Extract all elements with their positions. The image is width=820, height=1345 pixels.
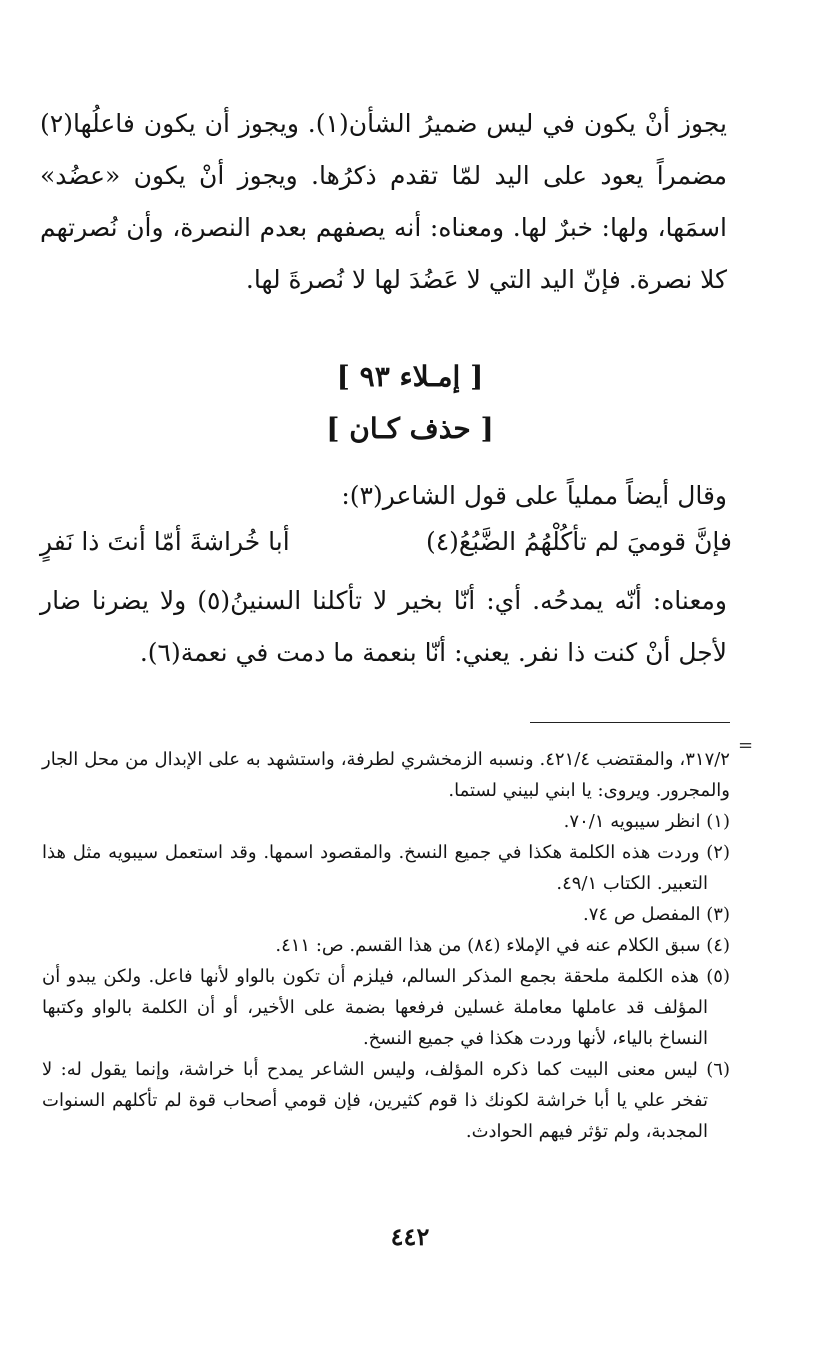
footnote-3: (٣) المفصل ص ٧٤. xyxy=(583,904,730,925)
footnote-5: (٥) هذه الكلمة ملحقة بجمع المذكر السالم، فيلزم أن تكون بالواو لأنها فاعل. ولكن يبدو أن المؤلف قد عاملها معاملة غسلين فرفعها بضمة على الأخير، أو أن الكلمة بالواو وكتبها النساخ بالياء، لأنها وردت هكذا في جميع النسخ. xyxy=(42,966,730,1049)
footnote-continuation: ٣١٧/٢، والمقتضب ٤٢١/٤. ونسبه الزمخشري لطرفة، واستشهد به على الإبدال من محل الجار والمجرور. ويروى: يا ابني لبيني لستما. xyxy=(42,749,730,801)
footnote-4: (٤) سبق الكلام عنه في الإملاء (٨٤) من هذا القسم. ص: ٤١١. xyxy=(275,935,730,956)
footnote-1: (١) انظر سيبويه ٧٠/١. xyxy=(563,811,730,832)
imla-heading: [ إمـلاء ٩٣ ] xyxy=(336,360,484,393)
continuation-mark: = xyxy=(738,735,754,756)
verse-second-hemistich: فإنَّ قوميَ لم تأكُلْهُمُ الضَّبُعُ(٤) xyxy=(425,527,732,556)
body-paragraph-1: يجوز أنْ يكون في ليس ضميرُ الشأن(١). ويجوز أن يكون فاعلُها(٢) مضمراً يعود على اليد لمّا تقدم ذكرُها. ويجوز أنْ يكون «عضُد» اسمَها، ولها: خبرٌ لها. ومعناه: أنه يصفهم بعدم النصرة، وأن نُصرتهم كلا نصرة. فإنّ اليد التي لا عَضُدَ لها لا نُصرةَ لها. xyxy=(40,109,727,294)
section-heading: [ حذف كـان ] xyxy=(326,412,494,445)
footnotes xyxy=(42,744,730,1147)
poetry-verse xyxy=(40,520,732,564)
page-number: ٤٤٢ xyxy=(390,1222,430,1251)
verse-intro: وقال أيضاً مملياً على قول الشاعر(٣): xyxy=(341,481,727,510)
body-paragraph-2: ومعناه: أنّه يمدحُه. أي: أنّا بخير لا تأكلنا السنينُ(٥) ولا يضرنا ضار لأجل أنْ كنت ذا نفر. يعني: أنّا بنعمة ما دمت في نعمة(٦). xyxy=(40,586,727,667)
footnote-2: (٢) وردت هذه الكلمة هكذا في جميع النسخ. والمقصود اسمها. وقد استعمل سيبويه مثل هذا التعبير. الكتاب ٤٩/١. xyxy=(42,842,730,894)
footnote-6: (٦) ليس معنى البيت كما ذكره المؤلف، وليس الشاعر يمدح أبا خراشة، وإنما يقول له: لا تفخر علي يا أبا خراشة لكونك ذا قوم كثيرين، فإن قومي أصحاب قوة لم تأكلهم السنوات المجدبة، ولم تؤثر فيهم الحوادث. xyxy=(42,1059,730,1142)
verse-first-hemistich: أبا خُراشةَ أمّا أنتَ ذا نَفرٍ xyxy=(40,527,290,556)
footnote-divider xyxy=(530,722,730,723)
